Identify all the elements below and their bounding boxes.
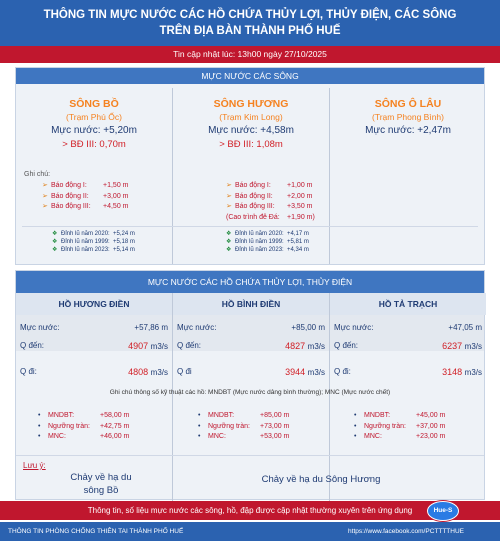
reservoir-name: HỒ TẢ TRẠCH	[330, 293, 486, 315]
river-name: SÔNG BỒ	[69, 98, 119, 110]
header-title-line2: TRÊN ĐỊA BÀN THÀNH PHỐ HUẾ	[159, 25, 341, 37]
alarm-levels-bo: ➢ Báo động I: +1,50 m ➢ Báo động II: +3,00 m ➢ Báo động III: +4,50 m	[42, 182, 129, 210]
river-bo	[16, 98, 172, 152]
facebook-link[interactable]: https://www.facebook.com/PCTTTTHUE	[348, 528, 464, 535]
river-huong	[173, 98, 329, 152]
reservoir-inflow-row: Q đến: 6237 m3/s	[334, 341, 482, 351]
app-update-banner: Thông tin, số liệu mực nước các sông, hồ, đập được cập nhật thường xuyên trên ứng dụng	[0, 501, 500, 520]
flow-note-huong: Chảy về hạ du Sông Hương	[261, 474, 381, 485]
header-title-line1: THÔNG TIN MỰC NƯỚC CÁC HỒ CHỨA THỦY LỢI, THỦY ĐIỆN, CÁC SÔNG	[43, 9, 457, 21]
river-alarm-exceed: > BĐ III: 0,70m	[62, 139, 126, 150]
river-level: Mực nước: +2,47m	[365, 125, 451, 136]
rivers-panel	[15, 67, 485, 265]
river-alarm-exceed: > BĐ III: 1,08m	[219, 139, 283, 150]
river-station: (Trạm Phú Ốc)	[66, 112, 122, 122]
reservoir-name: HỒ BÌNH ĐIỀN	[173, 293, 329, 315]
reservoirs-title: MỰC NƯỚC CÁC HỒ CHỨA THỦY LỢI, THỦY ĐIỆN	[16, 271, 484, 293]
reservoir-specs-huong-dien: • MNDBT: +58,00 m • Ngưỡng tràn: +42,75 m • MNC: +46,00 m	[38, 412, 130, 440]
page-header	[0, 0, 500, 46]
flood-history-huong: ❖ Đỉnh lũ năm 2020: +4,17 m ❖ Đỉnh lũ năm 1999: +5,81 m ❖ Đỉnh lũ năm 2023: +4,34 m	[226, 231, 309, 253]
reservoir-name: HỒ HƯƠNG ĐIỀN	[16, 293, 172, 315]
reservoir-specs-ta-trach: • MNDBT: +45,00 m • Ngưỡng tràn: +37,00 m • MNC: +23,00 m	[354, 412, 446, 440]
hue-s-app-badge[interactable]: Hue-S	[427, 501, 459, 521]
page-footer	[0, 522, 500, 541]
divider	[16, 455, 484, 456]
reservoir-level-row: Mực nước: +57,86 m	[20, 323, 168, 332]
reservoir-outflow-row: Q đi: 3148 m3/s	[334, 367, 482, 377]
rivers-title: MỰC NƯỚC CÁC SÔNG	[16, 68, 484, 84]
divider	[22, 226, 478, 227]
note-label: Ghi chú:	[24, 171, 51, 178]
reservoirs-panel	[15, 270, 485, 500]
river-name: SÔNG HƯƠNG	[213, 98, 289, 110]
footer-org: THÔNG TIN PHÒNG CHỐNG THIÊN TAI THÀNH PHỐ HUẾ	[8, 528, 184, 535]
reservoir-level-row: Mực nước: +47,05 m	[334, 323, 482, 332]
river-station: (Trạm Phong Bình)	[372, 112, 444, 122]
reservoir-spec-note: Ghi chú thông số kỹ thuật các hồ: MNDBT (Mực nước dâng bình thường); MNC (Mực nước chết)	[109, 389, 391, 396]
river-name: SÔNG Ô LÂU	[374, 98, 442, 110]
reservoir-outflow-row: Q đi 3944 m3/s	[177, 367, 325, 377]
flood-history-bo: ❖ Đỉnh lũ năm 2020: +5,24 m ❖ Đỉnh lũ năm 1999: +5,18 m ❖ Đỉnh lũ năm 2023: +5,14 m	[52, 231, 135, 253]
reservoir-outflow-row: Q đi: 4808 m3/s	[20, 367, 168, 377]
update-time-banner: Tin cập nhật lúc: 13h00 ngày 27/10/2025	[0, 46, 500, 63]
flow-note-bo: Chảy về hạ du sông Bồ	[70, 472, 132, 496]
reservoir-inflow-row: Q đến: 4827 m3/s	[177, 341, 325, 351]
river-station: (Trạm Kim Long)	[219, 112, 283, 122]
river-level: Mực nước: +4,58m	[208, 125, 294, 136]
river-o-lau	[330, 98, 486, 138]
river-level: Mực nước: +5,20m	[51, 125, 137, 136]
note-heading: Lưu ý:	[23, 461, 46, 470]
reservoir-inflow-row: Q đến: 4907 m3/s	[20, 341, 168, 351]
alarm-levels-huong: ➢ Báo động I: +1,00 m ➢ Báo động II: +2,00 m ➢ Báo động III: +3,50 m (Cao trình đê Đá: +1,90 m)	[226, 182, 315, 221]
reservoir-specs-binh-dien: • MNDBT: +85,00 m • Ngưỡng tràn: +73,00 m • MNC: +53,00 m	[198, 412, 290, 440]
reservoir-level-row: Mực nước: +85,00 m	[177, 323, 325, 332]
